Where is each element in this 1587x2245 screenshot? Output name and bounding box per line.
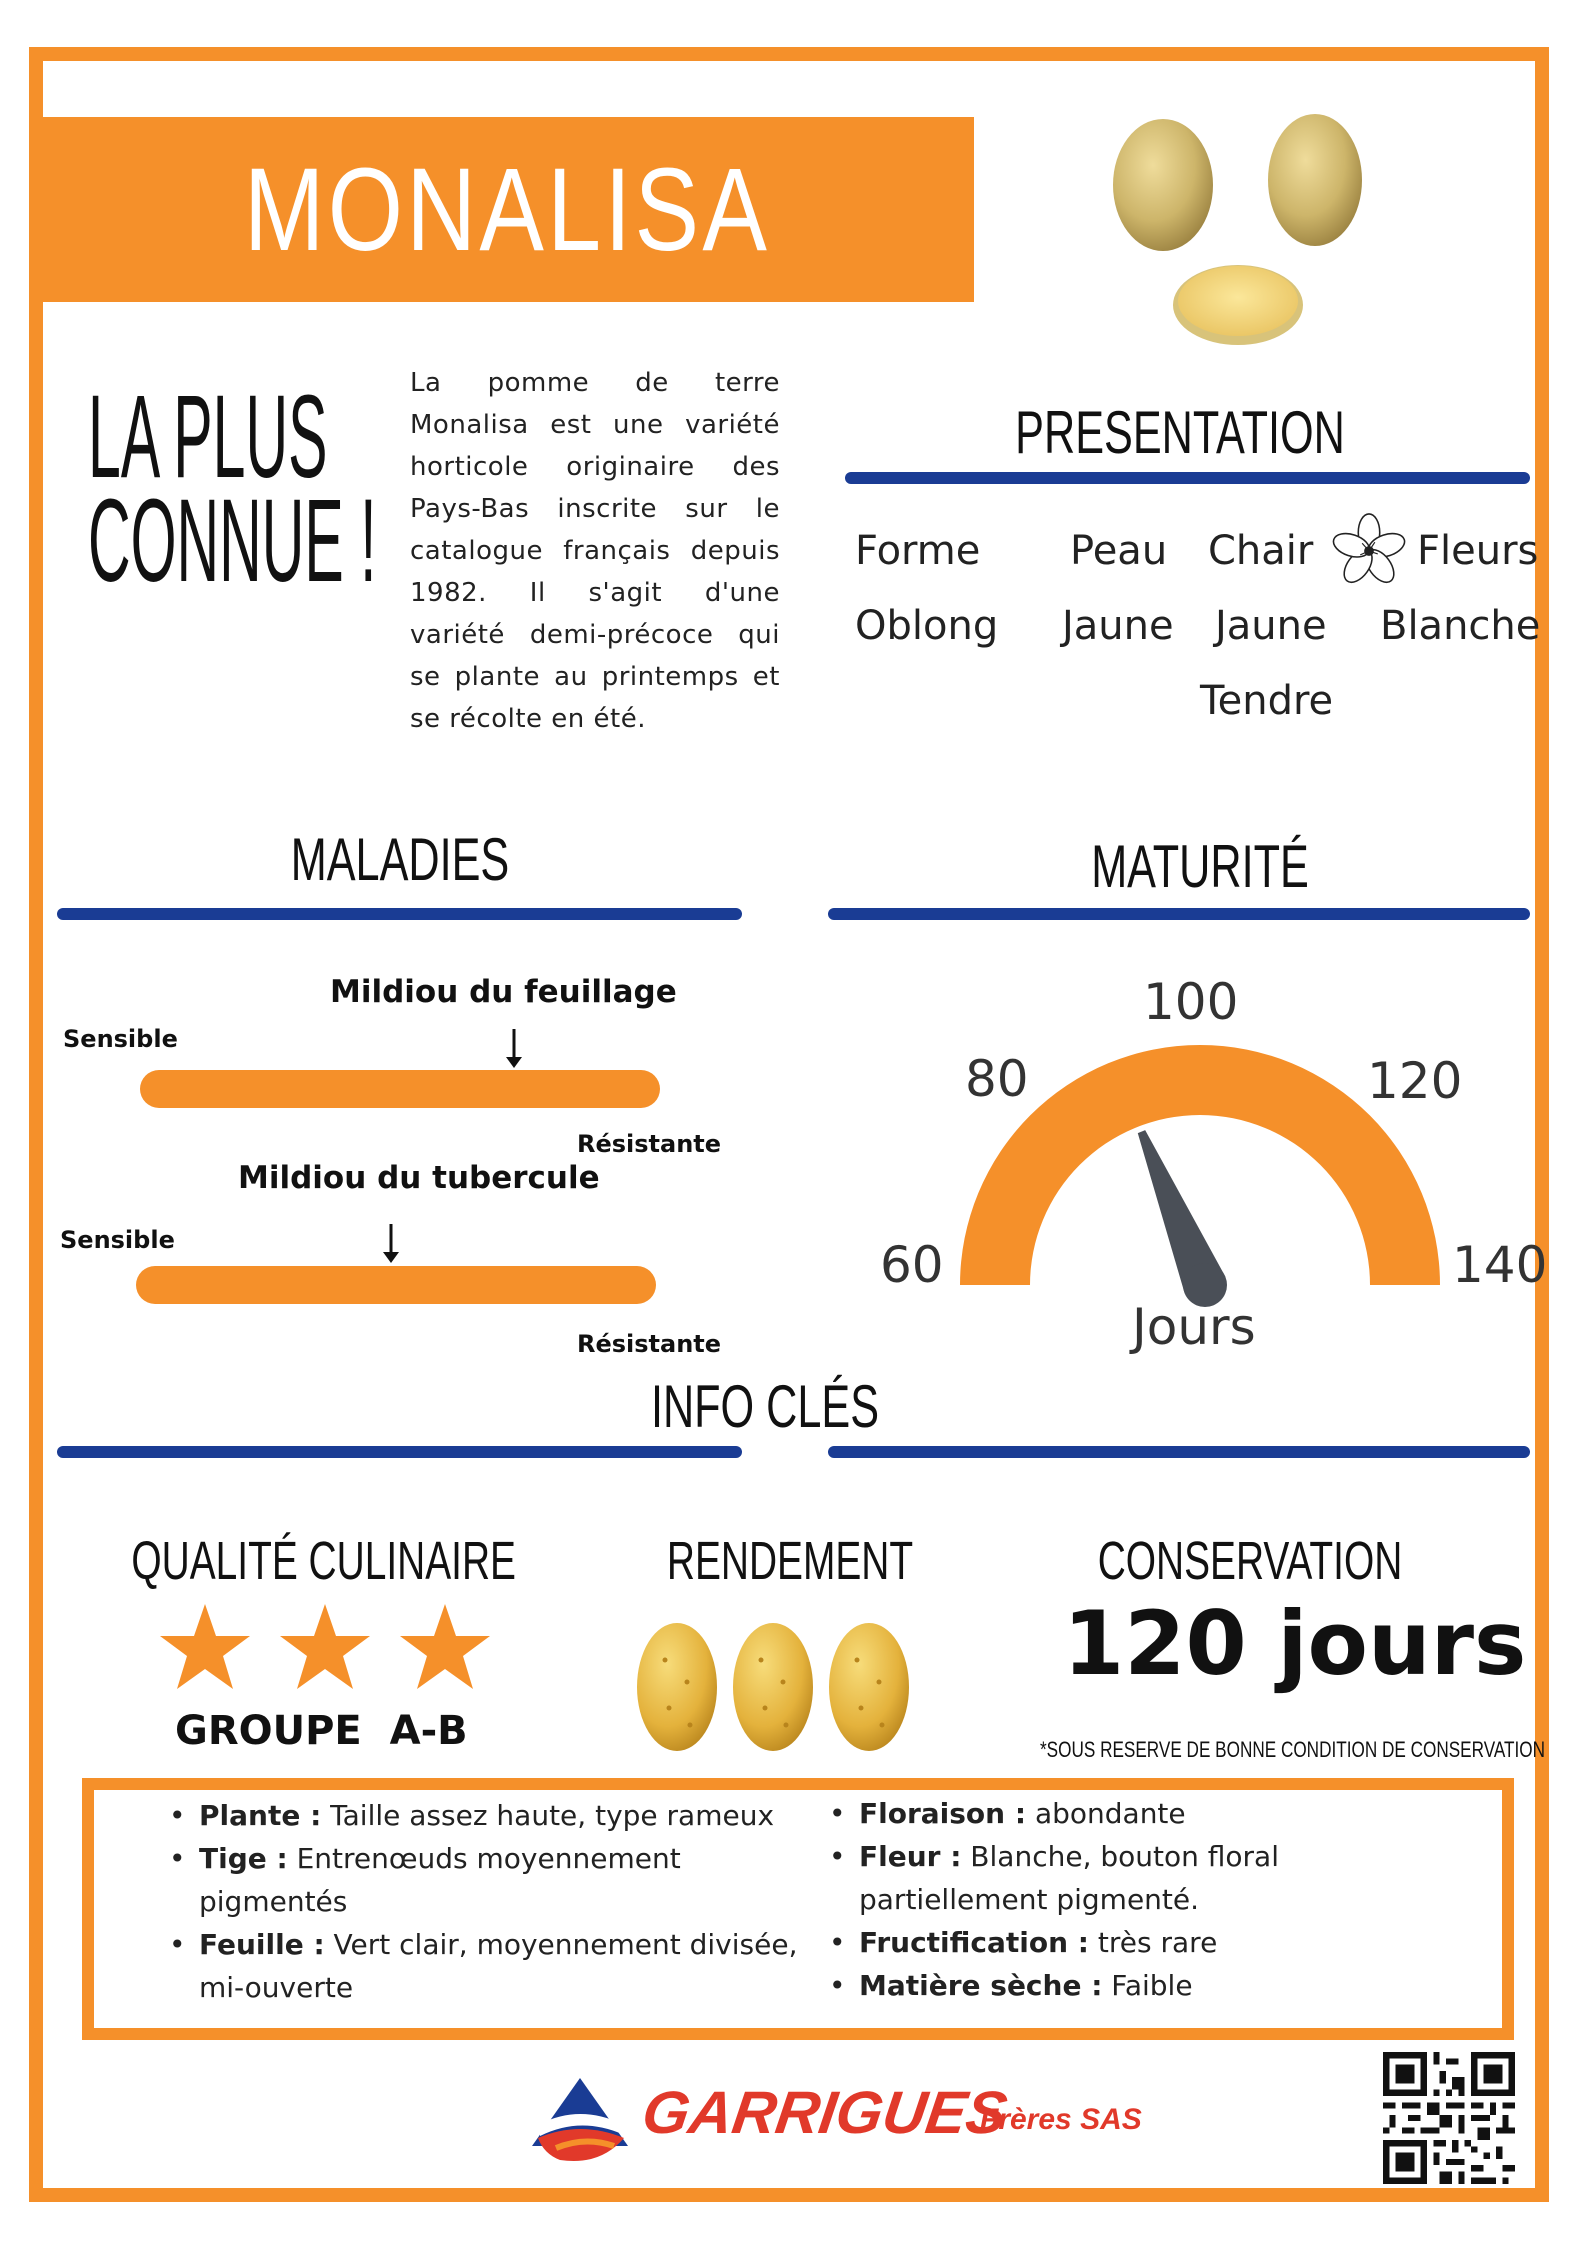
detail-label: Feuille : <box>199 1928 325 1961</box>
conservation-value: 120 jours <box>1063 1592 1527 1695</box>
company-logo-icon <box>530 2076 630 2166</box>
forme-label: Forme <box>855 528 981 574</box>
brand-suffix: Frères SAS <box>980 2103 1142 2136</box>
flower-icon <box>1330 512 1408 590</box>
detail-label: Fructification : <box>859 1926 1090 1959</box>
intro-text: La pomme de terre Monalisa est une variété horticole originaire des Pays-Bas inscrite sur le catalogue français depuis 1982. Il s'agit d'une variété demi-précoce qui se plante au printemps et se récolte en été. <box>410 368 780 734</box>
info-cles-title: INFO CLÉS <box>650 1373 880 1440</box>
tubercule-sensible: Sensible <box>60 1226 175 1254</box>
detail-label: Fleur : <box>859 1840 962 1873</box>
maturite-title: MATURITÉ <box>1091 833 1309 900</box>
slogan-line-2: CONNUE ! <box>88 475 377 607</box>
star-icon <box>160 1604 250 1689</box>
detail-plante <box>165 1794 805 1837</box>
conservation-note: *SOUS RESERVE DE BONNE CONDITION DE CONSERVATION <box>1040 1737 1546 1762</box>
gauge-unit: Jours <box>1132 1298 1256 1356</box>
maturite-rule <box>828 908 1530 920</box>
tubercule-bar <box>136 1266 656 1304</box>
potatoes-illustration <box>1095 105 1375 355</box>
detail-text: Faible <box>1102 1969 1193 2002</box>
detail-text: abondante <box>1026 1797 1186 1830</box>
details-right-list <box>825 1792 1345 2007</box>
conservation-title: CONSERVATION <box>1097 1531 1403 1591</box>
detail-text: Vert clair, moyennement divisée, mi-ouverte <box>199 1928 798 2004</box>
feuillage-sensible: Sensible <box>63 1025 178 1053</box>
brand-name: GARRIGUES <box>638 2079 1012 2146</box>
peau-value: Jaune <box>1062 603 1174 649</box>
potato-icon <box>829 1623 909 1751</box>
feuillage-arrow-icon <box>502 1027 526 1069</box>
stars-rating <box>160 1600 500 1695</box>
potato-icon <box>733 1623 813 1751</box>
gauge-tick-60: 60 <box>880 1236 944 1294</box>
gauge-tick-80: 80 <box>965 1050 1029 1108</box>
detail-fleur <box>825 1835 1345 1921</box>
gauge-tick-100: 100 <box>1143 973 1239 1031</box>
star-icon <box>400 1604 490 1689</box>
detail-feuille <box>165 1923 805 2009</box>
rendement-title: RENDEMENT <box>666 1531 914 1591</box>
detail-fructification <box>825 1921 1345 1964</box>
detail-label: Matière sèche : <box>859 1969 1103 2002</box>
potato-slice <box>1178 266 1298 336</box>
feuillage-bar <box>140 1070 660 1108</box>
peau-label: Peau <box>1070 528 1168 574</box>
maladies-rule <box>57 908 742 920</box>
detail-floraison <box>825 1792 1345 1835</box>
presentation-rule <box>845 472 1530 484</box>
star-icon <box>280 1604 370 1689</box>
detail-text: Taille assez haute, type rameux <box>321 1799 775 1832</box>
gauge-needle <box>1121 1123 1234 1314</box>
tubercule-resistante: Résistante <box>577 1330 722 1358</box>
maladies-title: MALADIES <box>290 826 510 893</box>
details-left-list <box>165 1794 805 2009</box>
presentation-title: PRESENTATION <box>1015 399 1345 466</box>
tubercule-arrow-icon <box>379 1222 403 1264</box>
info-cles-rule-right <box>828 1446 1530 1458</box>
potato-whole-1 <box>1113 119 1213 251</box>
rendement-potatoes <box>635 1620 915 1755</box>
feuillage-label: Mildiou du feuillage <box>330 974 677 1010</box>
info-cles-rule-left <box>57 1446 742 1458</box>
detail-text: très rare <box>1089 1926 1218 1959</box>
detail-label: Tige : <box>199 1842 288 1875</box>
detail-tige <box>165 1837 805 1923</box>
slogan-line-1: LA PLUS <box>88 371 328 503</box>
chair-value-2: Tendre <box>1200 678 1334 724</box>
detail-text: Entrenœuds moyennement pigmentés <box>199 1842 681 1918</box>
detail-label: Floraison : <box>859 1797 1027 1830</box>
tubercule-label: Mildiou du tubercule <box>238 1160 600 1196</box>
groupe-label: GROUPE A-B <box>175 1708 468 1754</box>
forme-value: Oblong <box>855 603 999 649</box>
detail-matiere-seche <box>825 1964 1345 2007</box>
page-title: MONALISA <box>243 143 771 276</box>
gauge-tick-140: 140 <box>1452 1236 1548 1294</box>
detail-label: Plante : <box>199 1799 322 1832</box>
potato-whole-2 <box>1268 114 1362 246</box>
chair-label: Chair <box>1208 528 1314 574</box>
qr-code[interactable] <box>1383 2052 1515 2184</box>
detail-text: Blanche, bouton floral partiellement pigmenté. <box>859 1840 1279 1916</box>
fleurs-value: Blanche <box>1380 603 1541 649</box>
qualite-title: QUALITÉ CULINAIRE <box>131 1531 516 1591</box>
feuillage-resistante: Résistante <box>577 1130 722 1158</box>
chair-value: Jaune <box>1215 603 1327 649</box>
fleurs-label: Fleurs <box>1417 528 1539 574</box>
slogan <box>88 371 377 607</box>
potato-icon <box>637 1623 717 1751</box>
gauge-tick-120: 120 <box>1367 1052 1463 1110</box>
